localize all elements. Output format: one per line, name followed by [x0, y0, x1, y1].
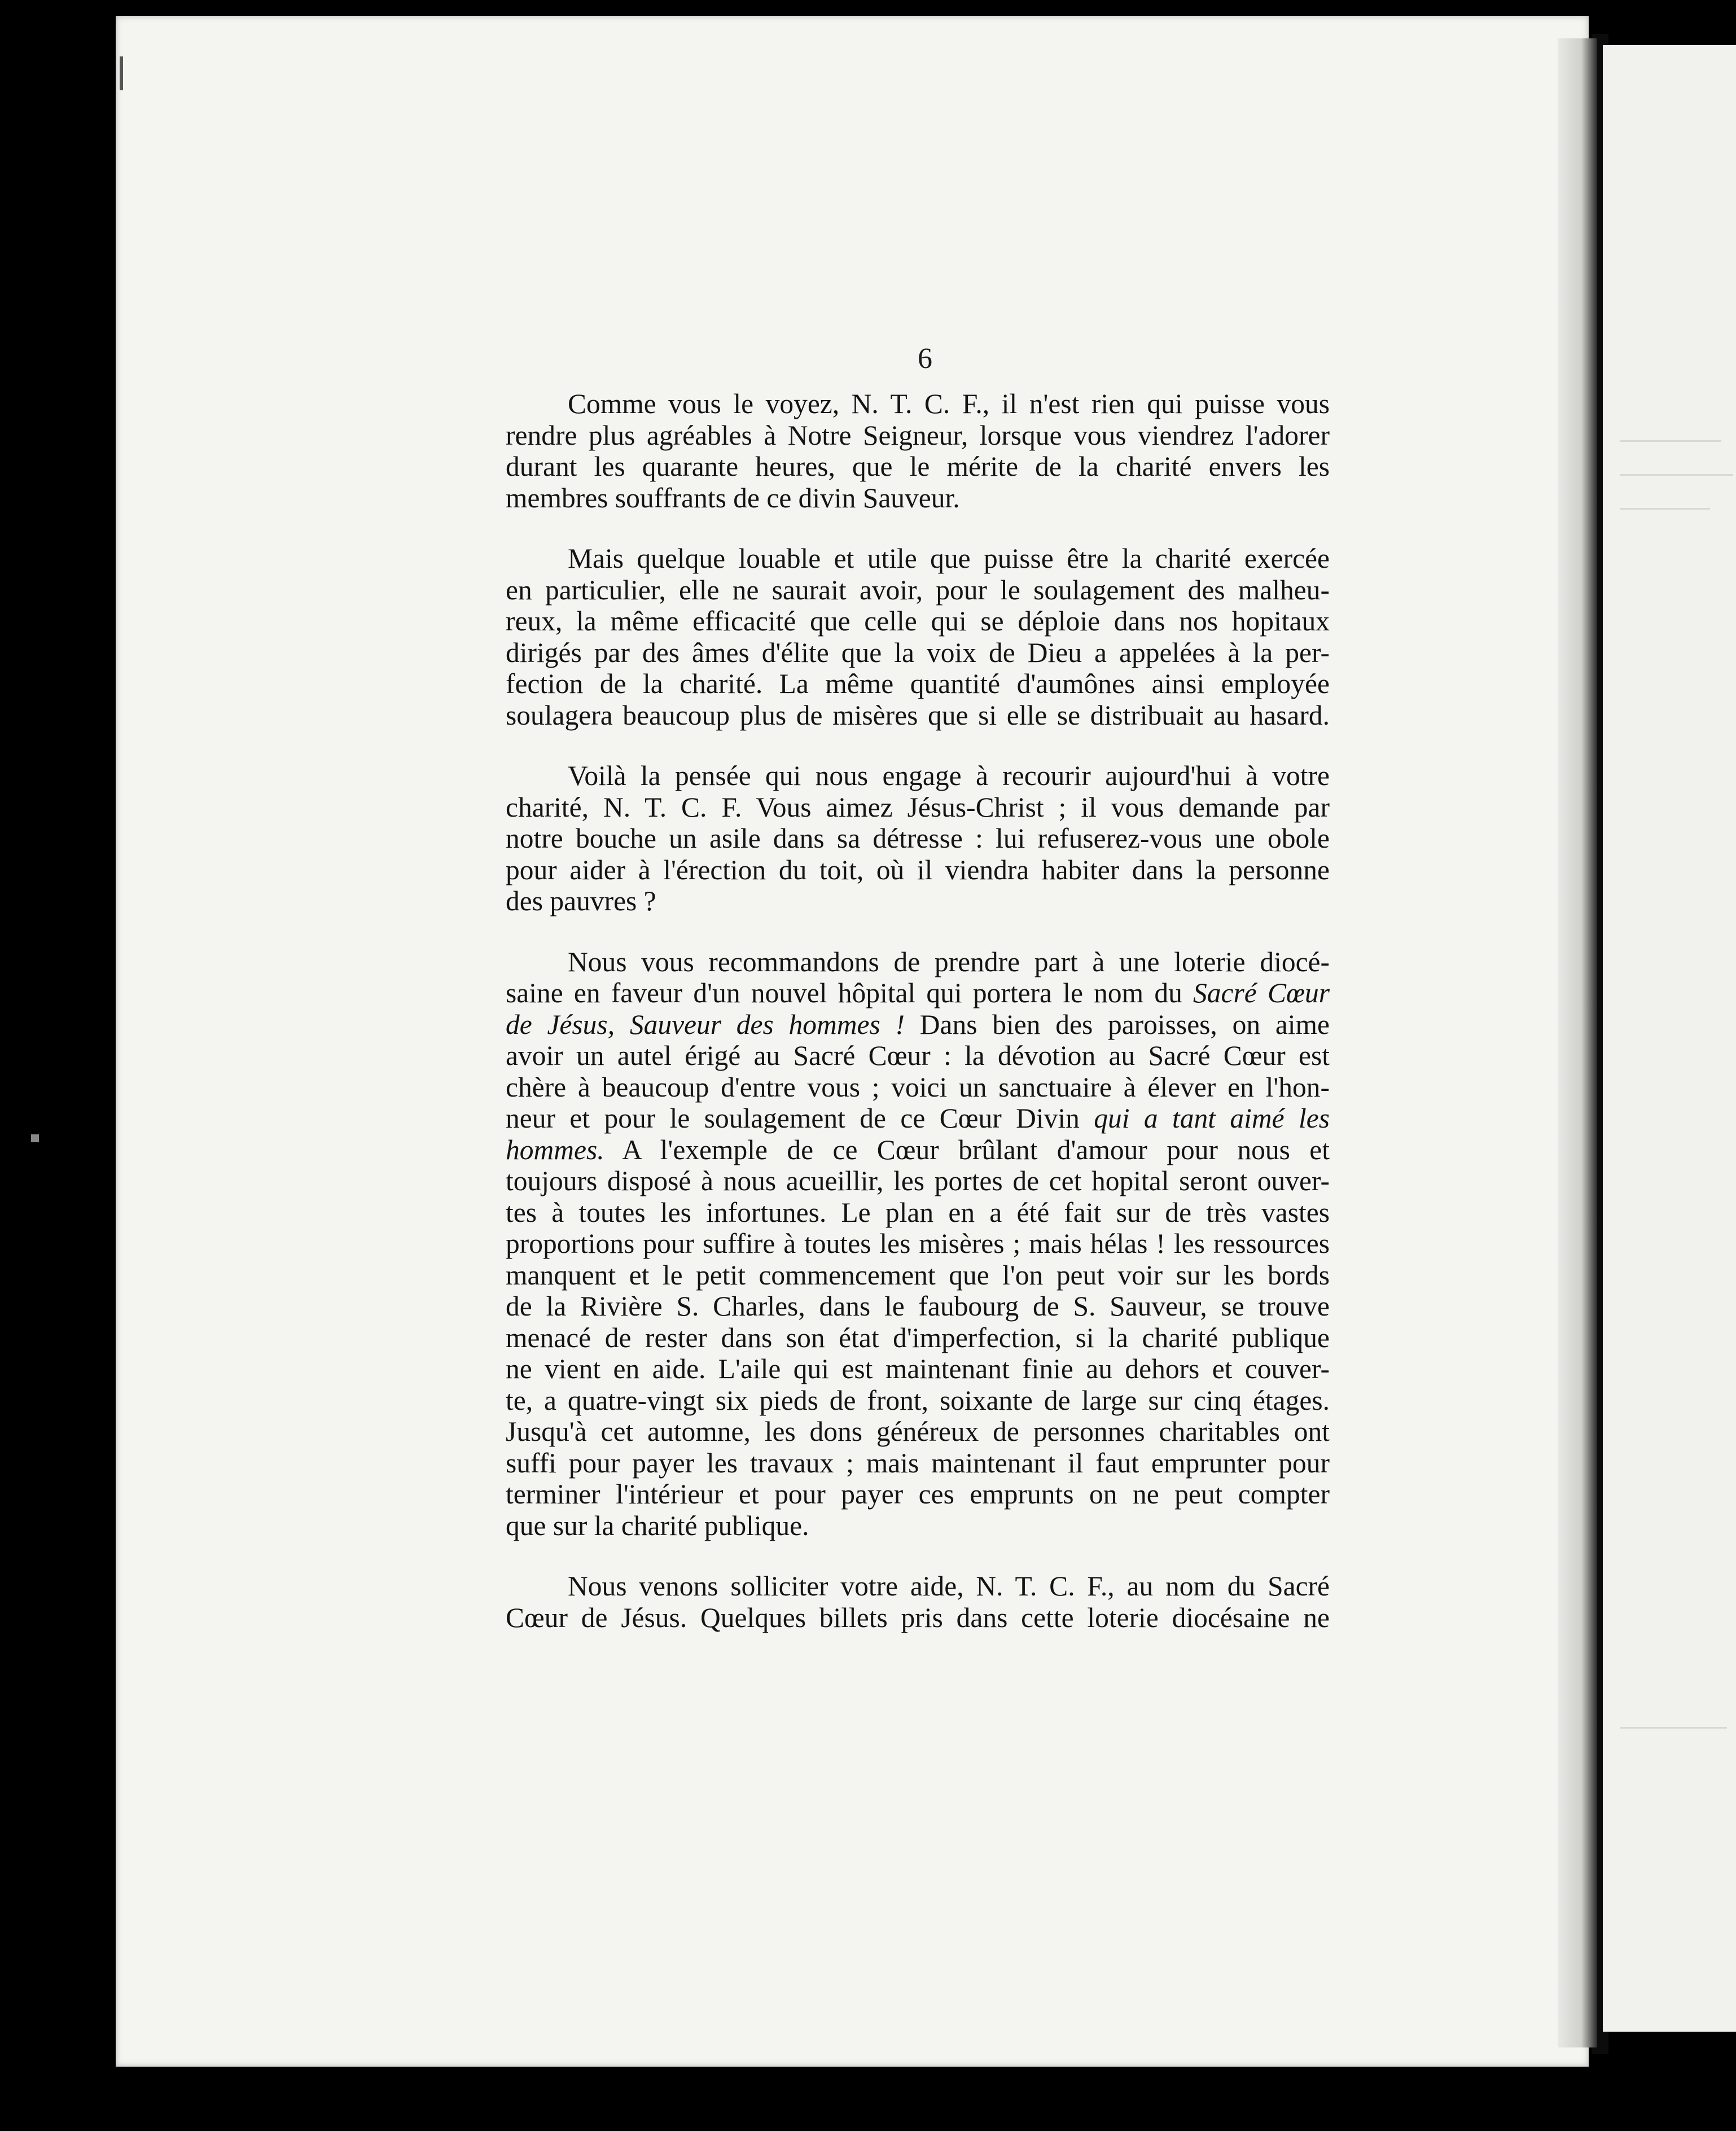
italic-span: qui a tant aimé les — [1094, 1103, 1330, 1134]
text-line: reux, la même efficacité que celle qui se déploie dans nos hopitaux — [506, 606, 1330, 637]
text-line — [506, 1134, 1330, 1166]
text-line: chère à beaucoup d'entre vous ; voici un sanctuaire à élever en l'hon- — [506, 1071, 1330, 1103]
scan-mark — [120, 56, 123, 90]
text-line: proportions pour suffire à toutes les misères ; mais hélas ! les ressources — [506, 1228, 1330, 1259]
italic-span: Sacré Cœur — [1193, 977, 1330, 1009]
paragraph-3 — [506, 760, 1330, 917]
body-text — [506, 388, 1330, 1663]
text-line: tes à toutes les infortunes. Le plan en a été fait sur de très vastes — [506, 1196, 1330, 1228]
facing-page — [1603, 45, 1736, 2032]
text-line: charité, N. T. C. F. Vous aimez Jésus-Christ ; il vous demande par — [506, 791, 1330, 823]
paragraph-2 — [506, 543, 1330, 731]
italic-span: hommes. — [506, 1134, 604, 1165]
text-line: te, a quatre-vingt six pieds de front, soixante de large sur cinq étages. — [506, 1384, 1330, 1416]
text-line: Jusqu'à cet automne, les dons généreux de personnes charitables ont — [506, 1416, 1330, 1447]
text-line — [506, 977, 1330, 1009]
paragraph-5 — [506, 1571, 1330, 1633]
text-line: Cœur de Jésus. Quelques billets pris dans cette loterie diocésaine ne — [506, 1602, 1330, 1633]
paragraph-4 — [506, 946, 1330, 1542]
text-line: manquent et le petit commencement que l'on peut voir sur les bords — [506, 1259, 1330, 1291]
scan-mark — [31, 1134, 39, 1142]
text-span: neur et pour le soulagement de ce Cœur Divin — [506, 1103, 1080, 1134]
text-line — [506, 1009, 1330, 1041]
page-number: 6 — [918, 343, 932, 375]
text-line: notre bouche un asile dans sa détresse : lui refuserez-vous une obole — [506, 823, 1330, 854]
text-line: Comme vous le voyez, N. T. C. F., il n'est rien qui puisse vous — [568, 388, 1330, 419]
text-line: pour aider à l'érection du toit, où il viendra habiter dans la personne — [506, 854, 1330, 885]
text-line: des pauvres ? — [506, 885, 656, 917]
show-through-line — [1620, 508, 1710, 510]
text-line: avoir un autel érigé au Sacré Cœur : la dévotion au Sacré Cœur est — [506, 1040, 1330, 1071]
text-span: A l'exemple de ce Cœur brûlant d'amour pour nous et — [622, 1134, 1330, 1165]
text-line: suffi pour payer les travaux ; mais maintenant il faut emprunter pour — [506, 1447, 1330, 1479]
text-line: fection de la charité. La même quantité d'aumônes ainsi employée — [506, 668, 1330, 699]
italic-span: de Jésus, Sauveur des hommes ! — [506, 1009, 905, 1040]
text-line: membres souffrants de ce divin Sauveur. — [506, 482, 960, 514]
page-edge — [1558, 38, 1597, 2047]
text-line: durant les quarante heures, que le mérite de la charité envers les — [506, 451, 1330, 482]
text-line: terminer l'intérieur et pour payer ces emprunts on ne peut compter — [506, 1479, 1330, 1510]
text-line: Nous vous recommandons de prendre part à une loterie diocé- — [568, 946, 1330, 977]
text-line: Voilà la pensée qui nous engage à recourir aujourd'hui à votre — [568, 760, 1330, 791]
text-line: menacé de rester dans son état d'imperfection, si la charité publique — [506, 1322, 1330, 1353]
show-through-line — [1620, 440, 1721, 442]
text-line: que sur la charité publique. — [506, 1510, 809, 1541]
text-span: saine en faveur d'un nouvel hôpital qui portera le nom du — [506, 977, 1182, 1009]
text-line: soulagera beaucoup plus de misères que si elle se distribuait au hasard. — [506, 699, 1330, 731]
text-line: rendre plus agréables à Notre Seigneur, lorsque vous viendrez l'adorer — [506, 419, 1330, 451]
text-line: Nous venons solliciter votre aide, N. T. C. F., au nom du Sacré — [568, 1571, 1330, 1602]
text-span: Dans bien des paroisses, on aime — [919, 1009, 1330, 1040]
text-line — [506, 1103, 1330, 1134]
text-line: Mais quelque louable et utile que puisse être la charité exercée — [568, 543, 1330, 574]
paragraph-1 — [506, 388, 1330, 514]
show-through-line — [1620, 474, 1733, 476]
text-line: en particulier, elle ne saurait avoir, pour le soulagement des malheu- — [506, 574, 1330, 606]
text-line: dirigés par des âmes d'élite que la voix de Dieu a appelées à la per- — [506, 637, 1330, 668]
text-line: ne vient en aide. L'aile qui est maintenant finie au dehors et couver- — [506, 1353, 1330, 1384]
show-through-line — [1620, 1727, 1727, 1729]
text-line: toujours disposé à nous acueillir, les portes de cet hopital seront ouver- — [506, 1165, 1330, 1196]
text-line: de la Rivière S. Charles, dans le faubourg de S. Sauveur, se trouve — [506, 1291, 1330, 1322]
